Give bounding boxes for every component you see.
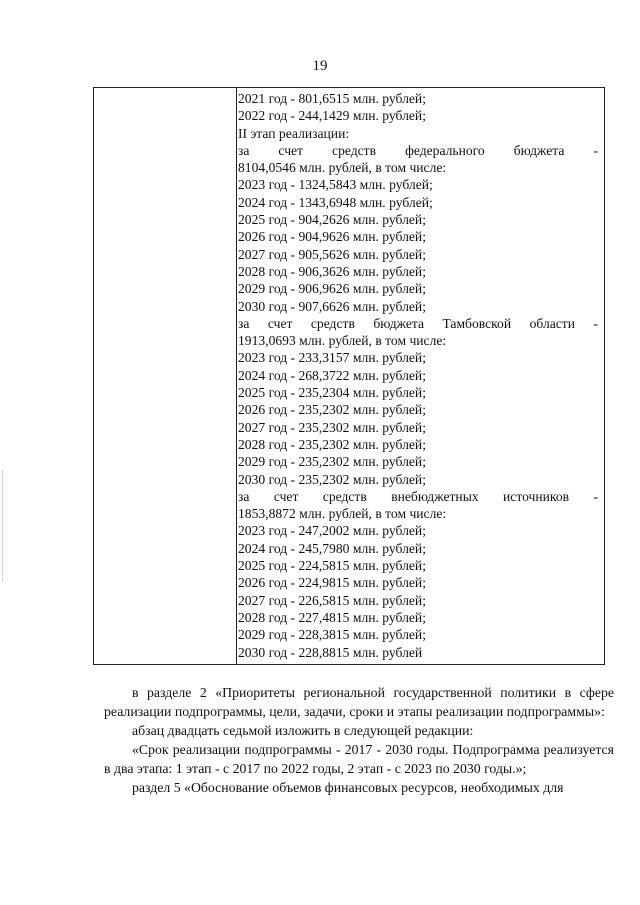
table-line: 2027 год - 235,2302 млн. рублей; — [238, 419, 426, 435]
funding-table — [93, 87, 605, 665]
table-line: 2023 год - 233,3157 млн. рублей; — [238, 350, 426, 366]
paragraph-quote: «Срок реализации подпрограммы - 2017 - 2030 годы. Подпрограмма реализуется в два этапа: 1 этап - с 2017 по 2022 годы, 2 этап - с 2023 по 2030 годы.»; — [104, 742, 614, 776]
table-line: 2025 год - 224,5815 млн. рублей; — [238, 558, 426, 574]
page-number: 19 — [312, 58, 328, 74]
table-line: 2028 год - 227,4815 млн. рублей; — [238, 609, 426, 625]
table-line: 2023 год - 247,2002 млн. рублей; — [238, 523, 426, 539]
table-line: 2027 год - 905,5626 млн. рублей; — [238, 246, 426, 262]
table-line: 2030 год - 235,2302 млн. рублей; — [238, 471, 426, 487]
paragraph-section-2: в разделе 2 «Приоритеты региональной государственной политики в сфере реализации подпрограммы, цели, задачи, сроки и этапы реализации подпрограммы»: — [104, 685, 614, 719]
table-line: 2022 год - 244,1429 млн. рублей; — [238, 108, 426, 124]
table-line: 2026 год - 235,2302 млн. рублей; — [238, 402, 426, 418]
table-left-cell — [94, 88, 237, 664]
table-line: 2028 год - 235,2302 млн. рублей; — [238, 436, 426, 452]
table-line: 2028 год - 906,3626 млн. рублей; — [238, 263, 426, 279]
table-line: 2023 год - 1324,5843 млн. рублей; — [238, 177, 433, 193]
table-line: 2024 год - 245,7980 млн. рублей; — [238, 540, 426, 556]
table-line: 2024 год - 268,3722 млн. рублей; — [238, 367, 426, 383]
table-line: 2025 год - 235,2304 млн. рублей; — [238, 385, 426, 401]
table-line: 2029 год - 906,9626 млн. рублей; — [238, 281, 426, 297]
paragraph-section-5: раздел 5 «Обоснование объемов финансовых ресурсов, необходимых для — [132, 780, 564, 795]
table-line: 2027 год - 226,5815 млн. рублей; — [238, 592, 426, 608]
table-line: 2030 год - 228,8815 млн. рублей — [238, 644, 423, 660]
table-line: 1913,0693 млн. рублей, в том числе: — [238, 333, 447, 349]
table-line: II этап реализации: — [238, 125, 350, 141]
table-line: 2029 год - 235,2302 млн. рублей; — [238, 454, 426, 470]
table-line: 2021 год - 801,6515 млн. рублей; — [238, 91, 426, 106]
table-line: за счет средств внебюджетных источников - — [238, 488, 598, 504]
body-text — [104, 683, 614, 797]
table-line: за счет средств федерального бюджета - — [238, 142, 598, 158]
table-line: за счет средств бюджета Тамбовской области - — [238, 315, 598, 331]
table-line: 1853,8872 млн. рублей, в том числе: — [238, 506, 447, 522]
table-line: 2029 год - 228,3815 млн. рублей; — [238, 627, 426, 643]
margin-mark — [2, 470, 5, 580]
paragraph-instruction: абзац двадцать седьмой изложить в следующей редакции: — [132, 723, 474, 738]
table-line: 2024 год - 1343,6948 млн. рублей; — [238, 194, 433, 210]
table-right-cell — [236, 90, 604, 664]
table-line: 8104,0546 млн. рублей, в том числе: — [238, 160, 447, 176]
table-line: 2030 год - 907,6626 млн. рублей; — [238, 298, 426, 314]
table-line: 2026 год - 224,9815 млн. рублей; — [238, 575, 426, 591]
table-line: 2025 год - 904,2626 млн. рублей; — [238, 212, 426, 228]
table-line: 2026 год - 904,9626 млн. рублей; — [238, 229, 426, 245]
